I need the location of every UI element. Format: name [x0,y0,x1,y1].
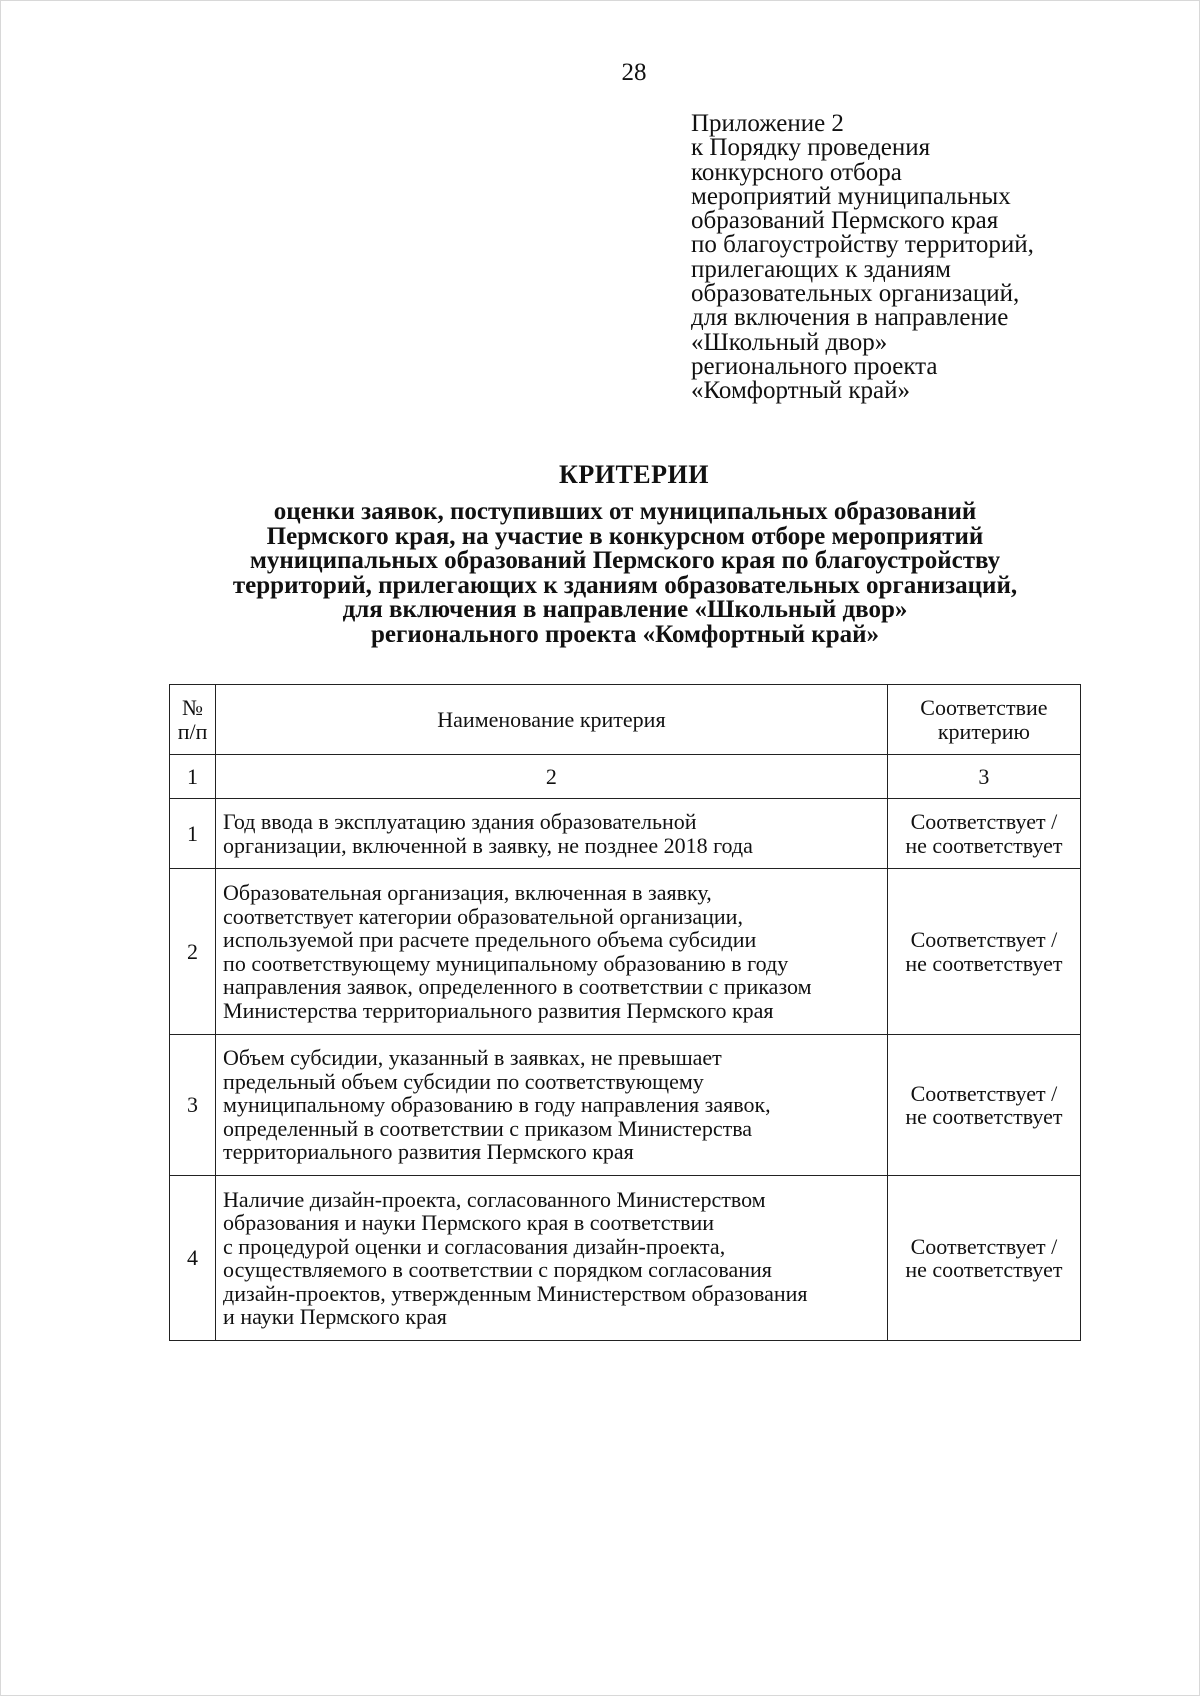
header-cell-match [887,685,1080,755]
table-row [170,869,1081,1035]
criterion-line: по соответствующему муниципальному образованию в году [223,950,789,976]
header-match-line: критерию [937,718,1030,744]
criterion-line: муниципальному образованию в году направления заявок, [223,1092,771,1118]
header-cell-name [216,685,888,755]
criterion-line: образования и науки Пермского края в соответствии [223,1210,715,1235]
match-line: не соответствует [905,1104,1063,1129]
row-number-cell: 1 [170,799,216,869]
criterion-line: дизайн-проектов, утвержденным Министерством образования [223,1280,808,1306]
row-number-cell: 2 [170,869,216,1035]
subtitle-line: регионального проекта «Комфортный край» [370,620,880,648]
match-line: Соответствует / [910,1080,1058,1106]
criterion-line: осуществляемого в соответствии с порядком согласования [223,1257,772,1282]
criterion-match-cell [887,1176,1080,1341]
appendix-block [691,112,1161,404]
table-row [170,799,1081,869]
match-line: не соответствует [905,832,1063,858]
subtitle-line: территорий, прилегающих к зданиям образовательных организаций, [232,571,1018,599]
appendix-line: образовательных организаций, [691,280,1020,308]
appendix-line: для включения в направление [691,304,1009,332]
match-line: Соответствует / [910,809,1058,834]
row-number-cell: 3 [170,1035,216,1176]
document-subtitle [150,500,1100,647]
row-number-cell: 4 [170,1176,216,1341]
appendix-line: к Порядку проведения [691,134,931,162]
criterion-match-cell [887,799,1080,869]
criterion-match-cell [887,869,1080,1035]
match-line: не соответствует [905,950,1063,976]
match-line: Соответствует / [910,1233,1058,1259]
header-number-line: № [182,695,204,720]
match-line: Соответствует / [910,927,1058,952]
match-line: не соответствует [905,1257,1063,1282]
subtitle-line: оценки заявок, поступивших от муниципальных образований [273,498,977,525]
criterion-name-cell [216,1035,888,1176]
table-header-row [170,685,1081,755]
criteria-table [169,684,1081,1341]
index-cell: 2 [216,755,888,799]
criterion-name-cell [216,799,888,869]
criterion-line: Министерства территориального развития Пермского края [223,997,774,1023]
criterion-match-cell [887,1035,1080,1176]
criterion-line: соответствует категории образовательной организации, [223,903,743,929]
subtitle-line: муниципальных образований Пермского края по благоустройству [249,547,1001,574]
criterion-line: с процедурой оценки и согласования дизайн-проекта, [223,1233,726,1259]
criterion-name-cell [216,869,888,1035]
criterion-line: территориального развития Пермского края [223,1139,634,1165]
header-match-line: Соответствие [920,695,1048,720]
table-row [170,1176,1081,1341]
document-title: КРИТЕРИИ [559,460,709,489]
appendix-line: «Комфортный край» [691,377,910,405]
appendix-line: по благоустройству территорий, [691,231,1034,259]
appendix-line: Приложение 2 [691,110,844,137]
header-number-line: п/п [177,718,208,744]
subtitle-line: для включения в направление «Школьный двор» [342,596,908,623]
table-row [170,1035,1081,1176]
appendix-line: конкурсного отбора [691,158,902,186]
criterion-line: Наличие дизайн-проекта, согласованного Министерством [223,1186,766,1212]
subtitle-line: Пермского края, на участие в конкурсном отборе мероприятий [266,522,984,550]
criterion-line: определенный в соответствии с приказом Министерства [223,1115,753,1141]
header-cell-number [170,685,216,755]
page-number: 28 [621,59,647,86]
appendix-line: прилегающих к зданиям [691,255,951,283]
index-cell: 3 [887,755,1080,799]
criterion-line: Объем субсидии, указанный в заявках, не превышает [223,1045,722,1071]
table-index-row [170,755,1081,799]
criterion-line: направления заявок, определенного в соответствии с приказом [223,974,812,999]
criterion-line: используемой при расчете предельного объема субсидии [223,927,757,952]
header-name-text: Наименование критерия [437,706,666,732]
index-cell: 1 [170,755,216,799]
criterion-line: организации, включенной в заявку, не позднее 2018 года [223,832,753,858]
criterion-line: Образовательная организация, включенная в заявку, [223,880,712,905]
appendix-line: регионального проекта [691,352,938,380]
criterion-line: предельный объем субсидии по соответствующему [223,1068,704,1094]
criterion-name-cell [216,1176,888,1341]
criterion-line: Год ввода в эксплуатацию здания образовательной [223,809,697,834]
appendix-line: образований Пермского края [691,207,999,235]
appendix-line: мероприятий муниципальных [691,182,1011,210]
appendix-line: «Школьный двор» [691,328,888,356]
criterion-line: и науки Пермского края [223,1304,447,1329]
